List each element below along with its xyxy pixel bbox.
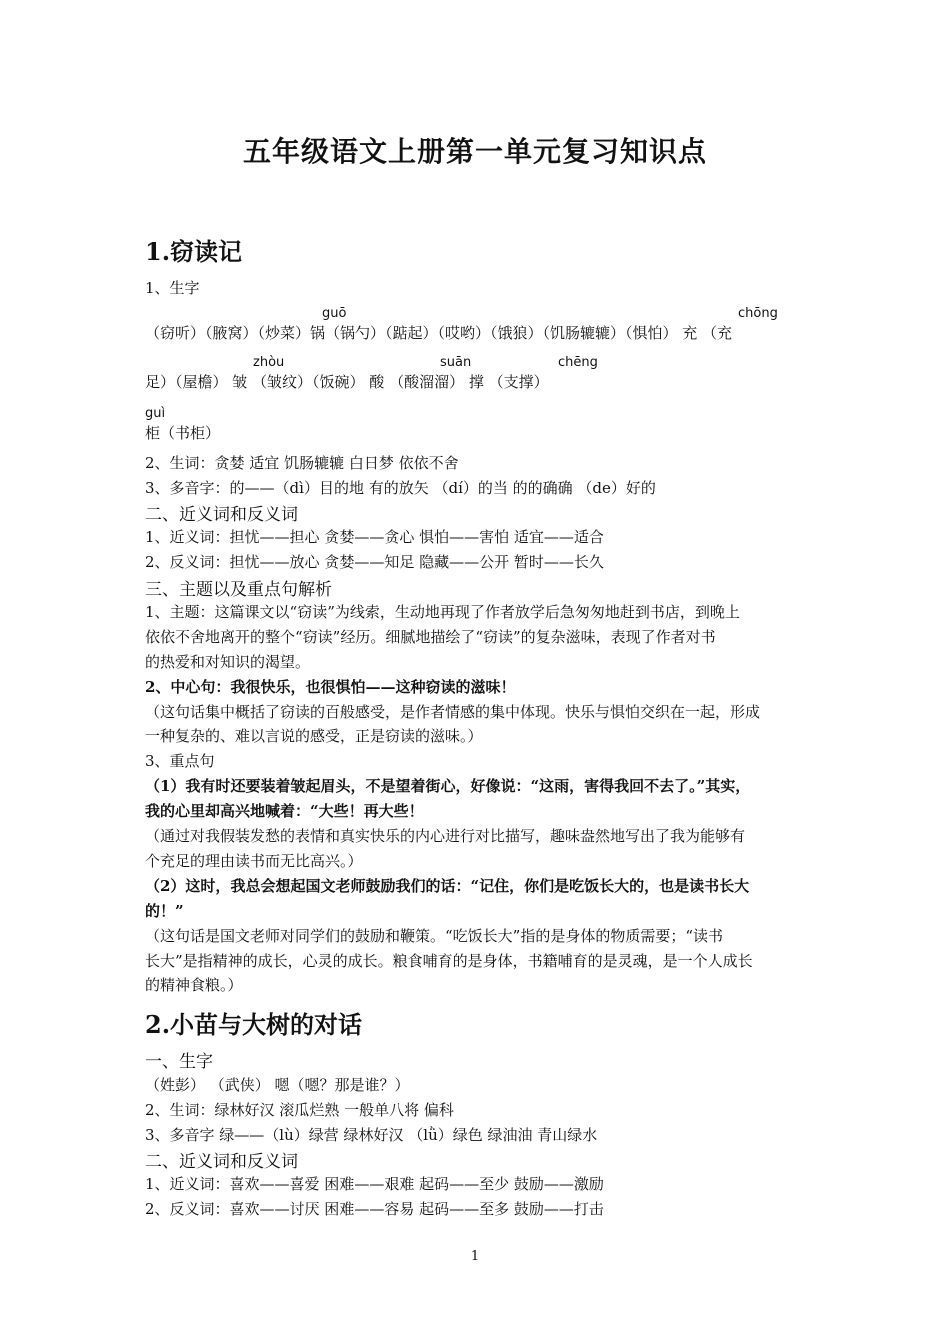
text-line: 3、多音字：的——（dì）目的地 有的放矢 （dí）的当 的的确确 （de）好的 [145,479,656,497]
pinyin-annotation: guì [145,406,166,421]
text-line: 1、近义词：喜欢——喜爱 困难——艰难 起码——至少 鼓励——激励 [145,1175,604,1193]
text-line: 1、近义词：担忧——担心 贪婪——贪心 惧怕——害怕 适宜——适合 [145,528,604,546]
key-sentence: 我的心里却高兴地喊着：“大些！再大些！ [145,802,424,820]
pinyin-annotation: suān [440,355,472,370]
page-number: 1 [470,1249,480,1264]
section-heading-1: 1.窃读记 [145,237,243,266]
text-line: 一种复杂的、难以言说的感受，正是窃读的滋味。） [145,727,483,745]
key-sentence: （2）这时，我总会想起国文老师鼓励我们的话：“记住，你们是吃饭长大的，也是读书长大 [145,877,750,895]
pinyin-annotation: chōng [738,306,778,321]
pinyin-annotation: guō [322,306,347,321]
text-line: 柜（书柜） [145,424,221,442]
subsection-heading: 三、主题以及重点句解析 [145,580,332,600]
text-line: 3、重点句 [145,752,215,770]
text-line: 2、生词：贪婪 适宜 饥肠辘辘 白日梦 依依不舍 [145,454,459,472]
pinyin-annotation: zhòu [253,355,285,370]
central-sentence: 2、中心句：我很快乐，也很惧怕——这种窃读的滋味！ [145,678,516,696]
pinyin-annotation: chēng [558,355,598,370]
text-line: 的精神食粮。） [145,976,243,994]
subsection-heading: 二、近义词和反义词 [145,1152,298,1172]
text-line: （这句话集中概括了窃读的百般感受，是作者情感的集中体现。快乐与惧怕交织在一起，形成 [145,703,761,721]
text-line: 长大”是指精神的成长，心灵的成长。粮食哺育的是身体，书籍哺育的是灵魂，是一个人成长 [145,952,753,970]
text-line: （窃听）（腋窝）（炒菜）锅（锅勺）（踮起）（哎哟）（饿狼）（饥肠辘辘）（惧怕） 充 （充 [145,324,733,342]
text-line: 足）（屋檐） 皱 （皱纹）（饭碗） 酸 （酸溜溜） 撑 （支撑） [145,373,549,391]
text-line: （通过对我假装发愁的表情和真实快乐的内心进行对比描写，趣味盎然地写出了我为能够有 [145,827,746,845]
text-line: 依依不舍地离开的整个“窃读”经历。细腻地描绘了“窃读”的复杂滋味，表现了作者对书 [145,628,716,646]
document-title: 五年级语文上册第一单元复习知识点 [242,135,707,168]
text-line: 2、反义词：担忧——放心 贪婪——知足 隐藏——公开 暂时——长久 [145,553,604,571]
text-line: （这句话是国文老师对同学们的鼓励和鞭策。“吃饭长大”指的是身体的物质需要；“读书 [145,927,724,945]
text-line: 的热爱和对知识的渴望。 [145,653,311,671]
text-line: （姓彭） （武侠） 嗯（嗯？那是谁？） [145,1076,410,1094]
section-heading-2: 2.小苗与大树的对话 [145,1010,363,1039]
key-sentence: 的！” [145,902,184,920]
subsection-heading: 一、生字 [145,1052,213,1072]
text-line: 个充足的理由读书而无比高兴。） [145,852,363,870]
text-line: 3、多音字 绿——（lù）绿营 绿林好汉 （lǜ）绿色 绿油油 青山绿水 [145,1126,598,1144]
text-line: 2、反义词：喜欢——讨厌 困难——容易 起码——至多 鼓励——打击 [145,1200,604,1218]
key-sentence: （1）我有时还要装着皱起眉头，不是望着街心，好像说：“这雨，害得我回不去了。”其实， [145,777,751,795]
text-line: 2、生词：绿林好汉 滚瓜烂熟 一般单八将 偏科 [145,1101,454,1119]
subsection-heading: 二、近义词和反义词 [145,505,298,525]
text-line: 1、生字 [145,279,200,297]
text-line: 1、主题：这篇课文以“窃读”为线索，生动地再现了作者放学后急匆匆地赶到书店，到晚上 [145,603,740,621]
